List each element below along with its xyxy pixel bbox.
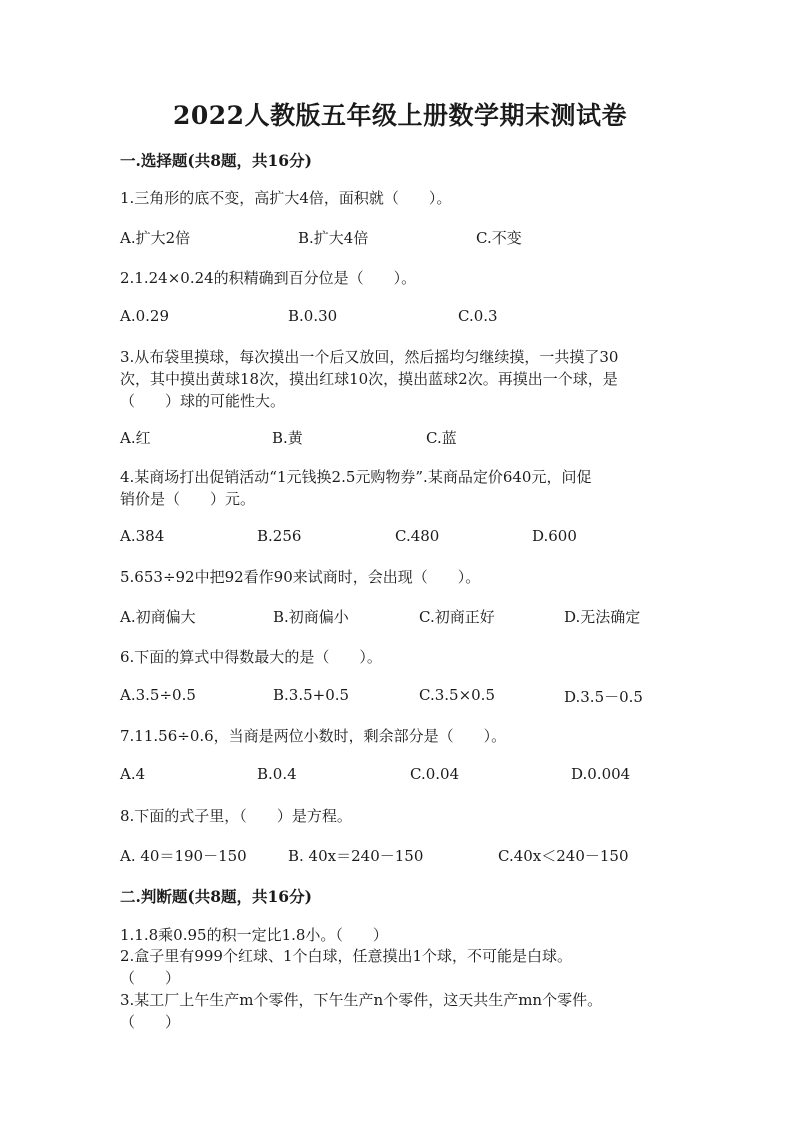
- judge-question-3: [120, 989, 680, 1033]
- section-heading-judge: 二.判断题(共8题，共16分): [120, 887, 312, 906]
- options-8: [120, 845, 680, 867]
- option-b: B.黄: [272, 429, 303, 447]
- option-b: B.3.5+0.5: [273, 686, 350, 704]
- question-line: 2.盒子里有999个红球、1个白球，任意摸出1个球，不可能是白球。: [120, 947, 573, 965]
- judge-question-1: [120, 924, 680, 946]
- option-b: B.扩大4倍: [298, 229, 369, 247]
- question-line: 次，其中摸出黄球18次，摸出红球10次，摸出蓝球2次。再摸出一个球，是: [120, 370, 618, 388]
- option-d: D.600: [532, 527, 577, 545]
- option-c: C.40x＜240－150: [498, 847, 629, 865]
- question-line: 1.1.8乘0.95的积一定比1.8小。（ ）: [120, 926, 388, 944]
- options-7: [120, 765, 680, 787]
- question-2: 2.1.24×0.24的积精确到百分位是（ ）。: [120, 269, 417, 287]
- option-d: D.0.004: [571, 765, 631, 783]
- option-d: D.无法确定: [564, 608, 641, 626]
- options-2: [120, 307, 680, 329]
- question-line: 销价是（ ）元。: [120, 490, 256, 508]
- page-title: 2022人教版五年级上册数学期末测试卷: [172, 101, 628, 130]
- option-b: B.0.30: [288, 307, 338, 325]
- option-a: A. 40＝190－150: [120, 847, 247, 865]
- question-4: [120, 466, 680, 510]
- options-6: [120, 686, 680, 708]
- question-line: （ ）球的可能性大。: [120, 392, 286, 410]
- options-5: [120, 606, 680, 628]
- option-a: A.0.29: [120, 307, 169, 325]
- question-1: 1.三角形的底不变，高扩大4倍，面积就（ ）。: [120, 189, 452, 207]
- options-1: [120, 227, 680, 249]
- judge-question-2: [120, 945, 680, 989]
- section-heading-choice: 一.选择题(共8题，共16分): [120, 151, 312, 170]
- option-d: D.3.5－0.5: [564, 688, 643, 706]
- question-line: 4.某商场打出促销活动“1元钱换2.5元购物券”.某商品定价640元，问促: [120, 468, 592, 486]
- option-b: B.初商偏小: [273, 608, 349, 626]
- option-a: A.3.5÷0.5: [120, 686, 196, 704]
- option-a: A.扩大2倍: [120, 229, 191, 247]
- question-7: 7.11.56÷0.6，当商是两位小数时，剩余部分是（ ）。: [120, 727, 507, 745]
- options-4: [120, 527, 680, 549]
- option-c: C.不变: [476, 229, 522, 247]
- option-c: C.0.3: [458, 307, 498, 325]
- question-line: （ ）: [120, 1013, 181, 1031]
- question-line: （ ）: [120, 969, 181, 987]
- option-b: B. 40x＝240－150: [288, 847, 424, 865]
- option-b: B.256: [257, 527, 302, 545]
- question-6: 6.下面的算式中得数最大的是（ ）。: [120, 648, 382, 666]
- option-c: C.3.5×0.5: [419, 686, 495, 704]
- options-3: [120, 427, 680, 449]
- option-c: C.0.04: [410, 765, 460, 783]
- question-line: 3.从布袋里摸球，每次摸出一个后又放回，然后摇均匀继续摸，一共摸了30: [120, 348, 619, 366]
- option-c: C.480: [395, 527, 440, 545]
- option-c: C.蓝: [426, 429, 457, 447]
- option-a: A.384: [120, 527, 165, 545]
- option-b: B.0.4: [257, 765, 297, 783]
- question-line: 3.某工厂上午生产m个零件，下午生产n个零件，这天共生产mn个零件。: [120, 991, 603, 1009]
- question-3: [120, 346, 680, 412]
- option-a: A.红: [120, 429, 151, 447]
- option-c: C.初商正好: [419, 608, 495, 626]
- option-a: A.4: [120, 765, 146, 783]
- question-5: 5.653÷92中把92看作90来试商时，会出现（ ）。: [120, 568, 481, 586]
- option-a: A.初商偏大: [120, 608, 196, 626]
- question-8: 8.下面的式子里，（ ）是方程。: [120, 807, 352, 825]
